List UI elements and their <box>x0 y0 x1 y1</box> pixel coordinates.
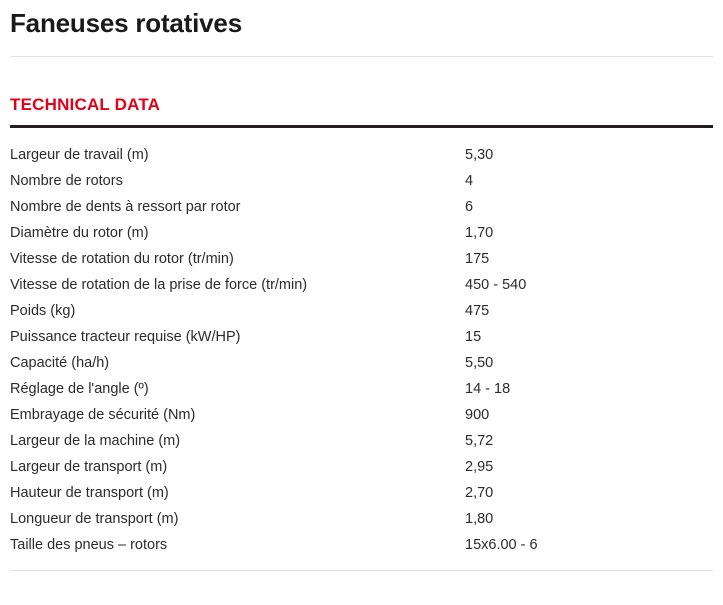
spec-label: Largeur de travail (m) <box>10 147 149 163</box>
spec-label: Nombre de dents à ressort par rotor <box>10 199 241 215</box>
spec-label: Puissance tracteur requise (kW/HP) <box>10 329 241 345</box>
spec-value: 1,70 <box>465 225 494 241</box>
spec-label: Diamètre du rotor (m) <box>10 225 149 241</box>
spec-label: Vitesse de rotation de la prise de force (tr/min) <box>10 277 308 293</box>
table-row <box>10 298 713 324</box>
table-row <box>10 350 713 376</box>
spec-value: 2,95 <box>465 459 494 475</box>
spec-label: Hauteur de transport (m) <box>10 485 169 501</box>
heading-divider <box>10 125 713 128</box>
spec-value: 2,70 <box>465 485 494 501</box>
spec-label: Taille des pneus – rotors <box>10 537 168 553</box>
table-row <box>10 376 713 402</box>
title-divider <box>10 56 713 57</box>
table-row <box>10 428 713 454</box>
spec-value: 14 - 18 <box>465 381 511 397</box>
spec-value: 4 <box>465 173 474 189</box>
spec-label: Capacité (ha/h) <box>10 355 110 371</box>
spec-value: 15 <box>465 329 482 345</box>
spec-value: 450 - 540 <box>465 277 527 293</box>
spec-value: 475 <box>465 303 490 319</box>
table-row <box>10 246 713 272</box>
table-row <box>10 454 713 480</box>
table-row <box>10 402 713 428</box>
table-row <box>10 220 713 246</box>
spec-label: Réglage de l'angle (º) <box>10 381 149 397</box>
spec-label: Embrayage de sécurité (Nm) <box>10 407 196 423</box>
table-row <box>10 142 713 168</box>
table-body <box>10 142 713 558</box>
technical-data-heading: TECHNICAL DATA <box>10 95 161 114</box>
spec-label: Longueur de transport (m) <box>10 511 179 527</box>
spec-value: 5,30 <box>465 147 494 163</box>
spec-value: 900 <box>465 407 490 423</box>
spec-label: Largeur de transport (m) <box>10 459 168 475</box>
spec-value: 5,50 <box>465 355 494 371</box>
table-row <box>10 272 713 298</box>
technical-data-table <box>10 142 713 558</box>
spec-value: 15x6.00 - 6 <box>465 537 538 553</box>
page-title: Faneuses rotatives <box>10 8 242 38</box>
table-bottom-divider <box>10 570 713 571</box>
table-row <box>10 168 713 194</box>
spec-label: Largeur de la machine (m) <box>10 433 181 449</box>
spec-value: 6 <box>465 199 474 215</box>
table-row <box>10 480 713 506</box>
table-row <box>10 532 713 558</box>
table-row <box>10 324 713 350</box>
spec-value: 5,72 <box>465 433 494 449</box>
table-row <box>10 194 713 220</box>
spec-label: Poids (kg) <box>10 303 76 319</box>
spec-value: 1,80 <box>465 511 494 527</box>
spec-sheet-page <box>0 6 723 605</box>
spec-label: Nombre de rotors <box>10 173 123 189</box>
spec-label: Vitesse de rotation du rotor (tr/min) <box>10 251 234 267</box>
table-row <box>10 506 713 532</box>
spec-value: 175 <box>465 251 490 267</box>
